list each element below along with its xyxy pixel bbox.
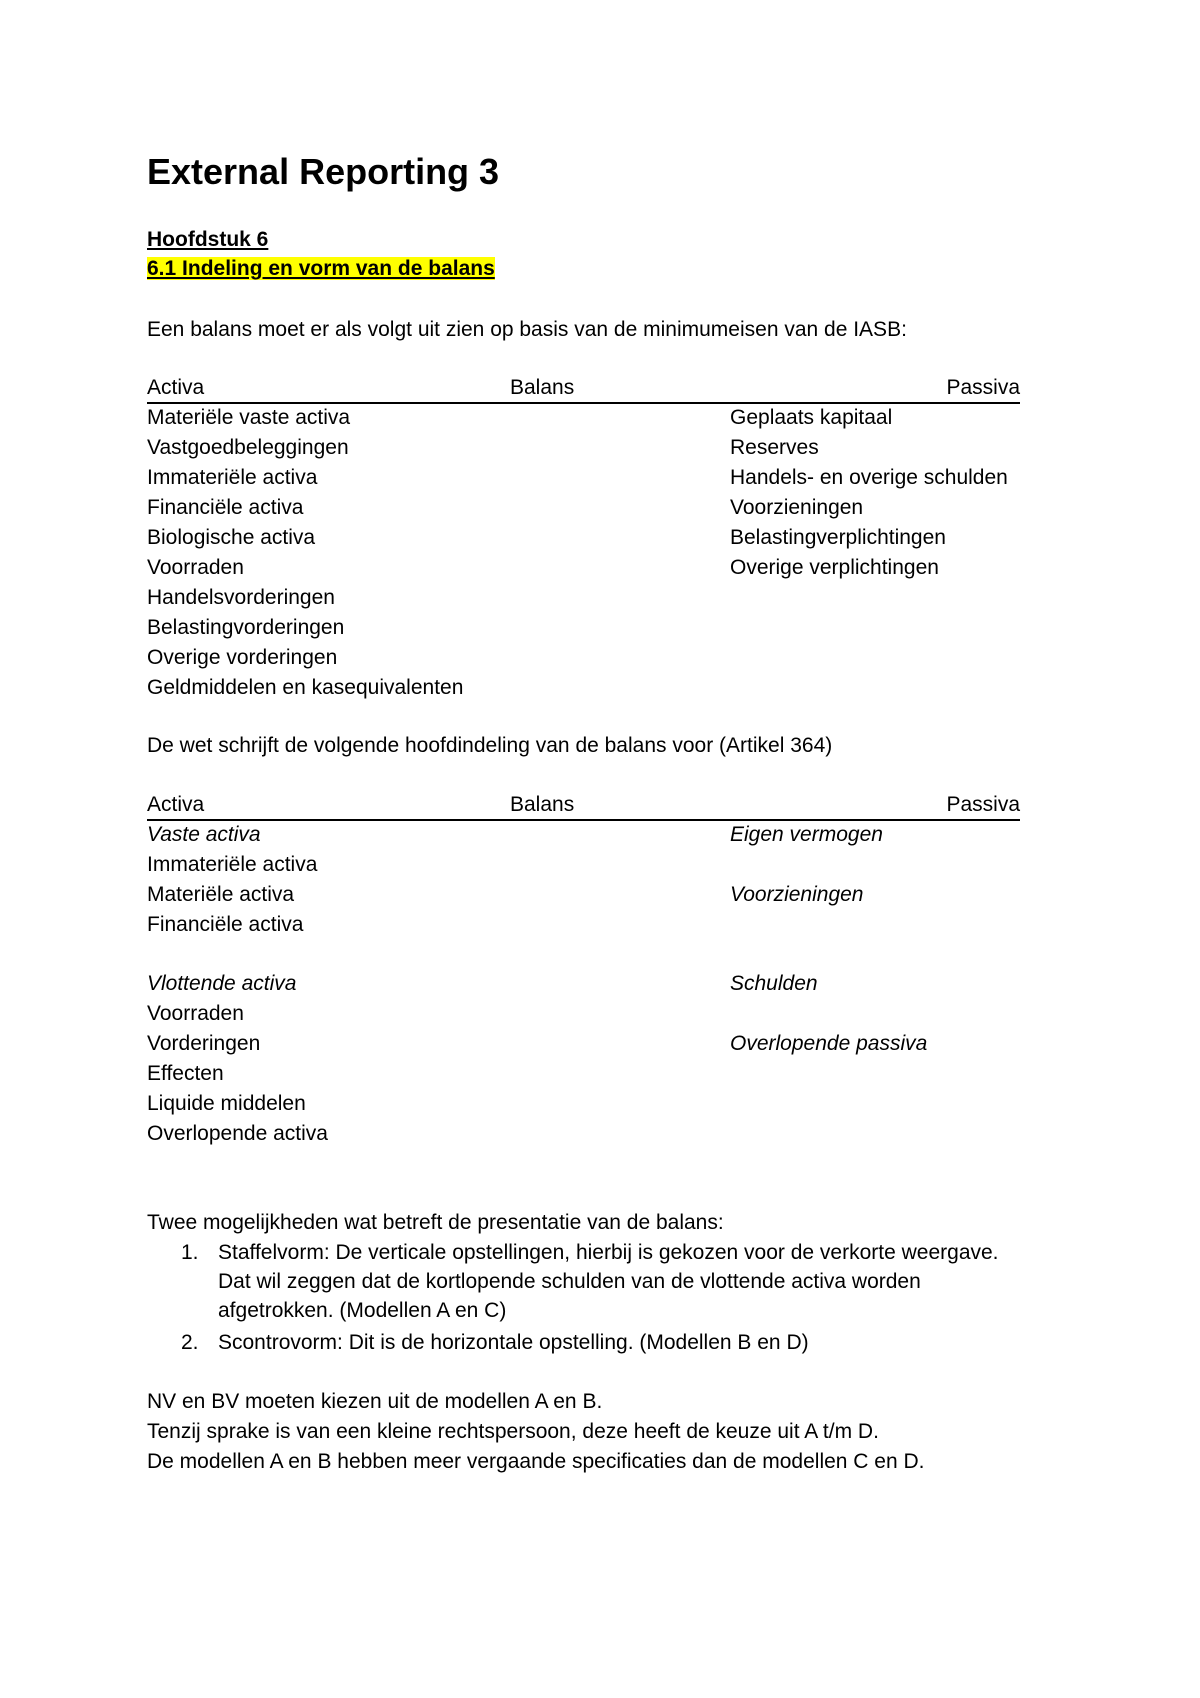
- balance-table-1-header: [147, 374, 1020, 404]
- table2-passiva-group: Schulden: [730, 972, 818, 995]
- table1-passiva-item: Geplaats kapitaal: [730, 406, 893, 429]
- table1-activa-item: Voorraden: [147, 556, 244, 579]
- table2-passiva-group: Overlopende passiva: [730, 1032, 928, 1055]
- table1-activa-item: Belastingvorderingen: [147, 616, 345, 639]
- list-item-text: [218, 1238, 1018, 1325]
- chapter-heading: Hoofdstuk 6: [147, 228, 269, 251]
- table2-activa-item: Voorraden: [147, 1002, 244, 1025]
- table1-header-balans: Balans: [510, 376, 575, 399]
- table2-activa-item: Overlopende activa: [147, 1122, 328, 1145]
- table1-activa-item: Immateriële activa: [147, 466, 318, 489]
- table1-activa-item: Biologische activa: [147, 526, 316, 549]
- list-item-line: afgetrokken. (Modellen A en C): [218, 1299, 507, 1322]
- section-heading-text: 6.1 Indeling en vorm van de balans: [147, 257, 495, 280]
- table2-group-vlottende-activa: Vlottende activa: [147, 972, 297, 995]
- table1-activa-item: Overige vorderingen: [147, 646, 338, 669]
- table2-activa-item: Immateriële activa: [147, 853, 318, 876]
- table2-activa-item: Materiële activa: [147, 883, 295, 906]
- list-item-line: Staffelvorm: De verticale opstellingen, hierbij is gekozen voor de verkorte weergave.: [218, 1241, 999, 1264]
- table1-passiva-item: Handels- en overige schulden: [730, 466, 1008, 489]
- list-item-text: [218, 1328, 1018, 1357]
- table1-passiva-item: Voorzieningen: [730, 496, 864, 519]
- table1-passiva-item: Belastingverplichtingen: [730, 526, 946, 549]
- table1-passiva-item: Overige verplichtingen: [730, 556, 939, 579]
- presentation-intro: Twee mogelijkheden wat betreft de presentatie van de balans:: [147, 1211, 724, 1234]
- table1-activa-item: Handelsvorderingen: [147, 586, 335, 609]
- table1-header-activa: Activa: [147, 376, 205, 399]
- table1-passiva-item: Reserves: [730, 436, 819, 459]
- closing-paragraph-line: Tenzij sprake is van een kleine rechtspersoon, deze heeft de keuze uit A t/m D.: [147, 1420, 879, 1443]
- table2-header-passiva: Passiva: [946, 793, 1020, 816]
- table2-header-balans: Balans: [510, 793, 575, 816]
- table2-activa-item: Effecten: [147, 1062, 224, 1085]
- list-item-line: Scontrovorm: Dit is de horizontale opstelling. (Modellen B en D): [218, 1331, 809, 1354]
- balance-table-2-header: [147, 791, 1020, 821]
- table2-activa-item: Vorderingen: [147, 1032, 261, 1055]
- table1-activa-item: Financiële activa: [147, 496, 304, 519]
- table1-activa-item: Vastgoedbeleggingen: [147, 436, 349, 459]
- table2-passiva-group: Voorzieningen: [730, 883, 864, 906]
- table2-passiva-group: Eigen vermogen: [730, 823, 883, 846]
- document-title: External Reporting 3: [147, 151, 500, 192]
- table2-group-vaste-activa: Vaste activa: [147, 823, 261, 846]
- closing-paragraph-line: De modellen A en B hebben meer vergaande specificaties dan de modellen C en D.: [147, 1450, 925, 1473]
- table2-header-activa: Activa: [147, 793, 205, 816]
- intro-paragraph-artikel: De wet schrijft de volgende hoofdindeling van de balans voor (Artikel 364): [147, 734, 833, 757]
- table1-activa-item: Materiële vaste activa: [147, 406, 351, 429]
- table1-header-passiva: Passiva: [946, 376, 1020, 399]
- list-number: 1.: [181, 1241, 199, 1264]
- list-item-line: Dat wil zeggen dat de kortlopende schulden van de vlottende activa worden: [218, 1270, 921, 1293]
- table1-activa-item: Geldmiddelen en kasequivalenten: [147, 676, 464, 699]
- section-heading: [147, 255, 495, 283]
- list-number: 2.: [181, 1331, 199, 1354]
- closing-paragraph-line: NV en BV moeten kiezen uit de modellen A en B.: [147, 1390, 603, 1413]
- intro-paragraph-iasb: Een balans moet er als volgt uit zien op basis van de minimumeisen van de IASB:: [147, 318, 907, 341]
- table2-activa-item: Liquide middelen: [147, 1092, 306, 1115]
- table2-activa-item: Financiële activa: [147, 913, 304, 936]
